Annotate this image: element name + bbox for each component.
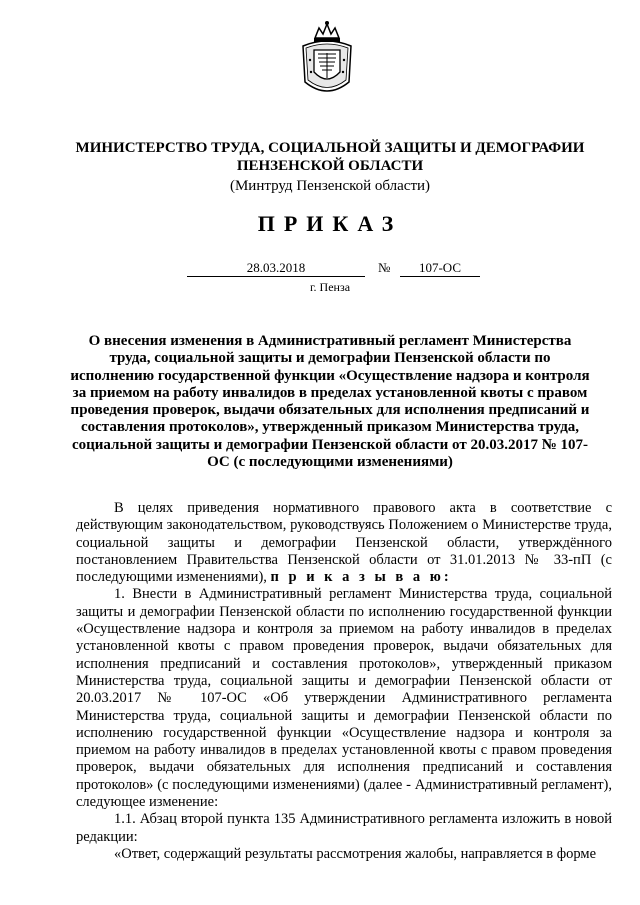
date-number-line (0, 259, 640, 279)
paragraph-quote: «Ответ, содержащий результаты рассмотрения жалобы, направляется в форме (114, 845, 597, 862)
order-word: п р и к а з ы в а ю: (270, 569, 452, 586)
paragraph-preamble (76, 500, 612, 586)
document-type: ПРИКАЗ (257, 211, 403, 236)
ministry-name-line1: МИНИСТЕРСТВО ТРУДА, СОЦИАЛЬНОЙ ЗАЩИТЫ И ДЕМОГРАФИИ (75, 140, 585, 156)
document-date: 28.03.2018 (187, 259, 365, 277)
paragraph-item-1-1: 1.1. Абзац второй пункта 135 Административного регламента изложить в новой редакции: (76, 811, 612, 845)
number-sign: № (378, 260, 391, 275)
document-number: 107-ОС (400, 259, 480, 277)
document-city: г. Пенза (309, 280, 351, 294)
document-title: О внесения изменения в Административный регламент Министерства труда, социальной защиты и демографии Пензенской области по исполнению государственной функции «Осуществление надзора и контроля за приемом на работу инвалидов в пределах установленной квоты с правом проведения проверок, выдачи обязательных для исполнения предписаний и составления протоколов», утвержденный приказом Министерства труда, социальной защиты и демографии Пензенской области от 20.03.2017 № 107-ОС (с последующими изменениями) (70, 333, 590, 471)
preamble-text: В целях приведения нормативного правового акта в соответствие с действующим законодательством, руководствуясь Положением о Министерстве труда, социальной защиты и демографии Пензенской области, утверждённого постановлением Правительства Пензенской области от 31.01.2013 № 33-пП (с последующими изменениями), (76, 500, 612, 586)
coat-of-arms-icon (297, 20, 357, 100)
ministry-name-line2: ПЕНЗЕНСКОЙ ОБЛАСТИ (236, 158, 424, 174)
ministry-short-name: (Минтруд Пензенской области) (229, 178, 431, 194)
paragraph-item-1: 1. Внести в Административный регламент Министерства труда, социальной защиты и демографии Пензенской области по исполнению государственной функции «Осуществление надзора и контроля за приемом на работу инвалидов в пределах установленной квоты с правом проведения проверок, выдачи обязательных для исполнения предписаний и составления протоколов», утвержденный приказом Министерства труда, социальной защиты и демографии Пензенской области от 20.03.2017 № 107-ОС «Об утверждении Административного регламента Министерства труда, социальной защиты и демографии Пензенской области по исполнению государственной функции «Осуществление надзора и контроля за приемом на работу инвалидов в пределах установленной квоты с правом проведения проверок, выдачи обязательных для исполнения предписаний и составления протоколов» (с последующими изменениями) (далее - Административный регламент), следующее изменение: (76, 586, 612, 811)
document-body (76, 500, 612, 863)
